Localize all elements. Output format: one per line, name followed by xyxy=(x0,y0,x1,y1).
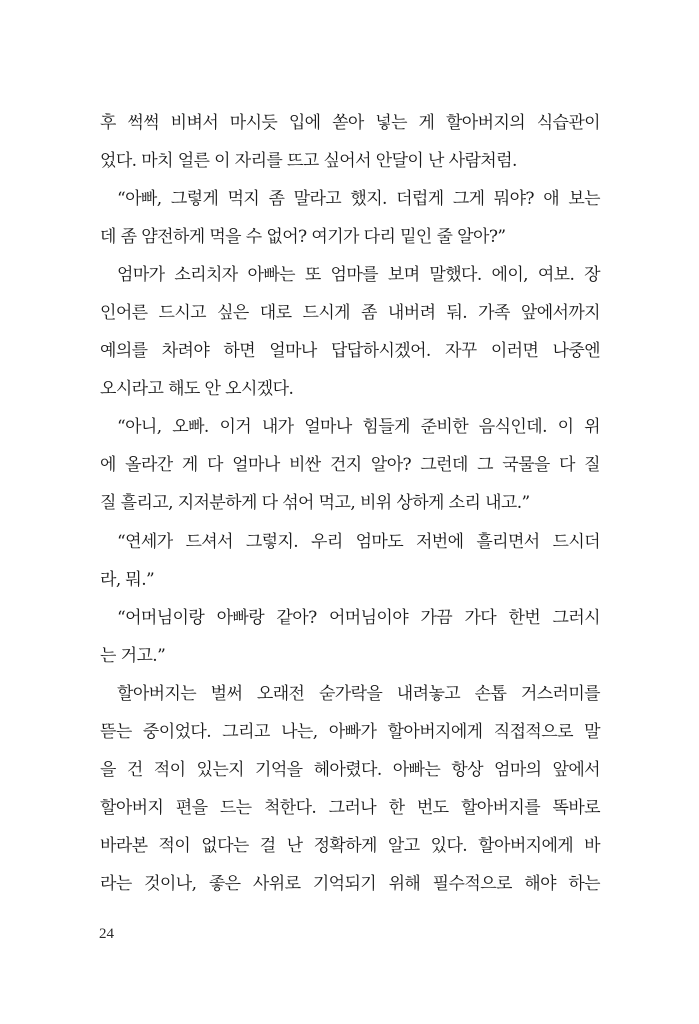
text-line: 라, 뭐.” xyxy=(100,569,155,590)
text-line: 뜯는 중이었다. 그리고 나는, 아빠가 할아버지에게 직접적으로 말 xyxy=(100,721,600,742)
text-line: 바라본 적이 없다는 걸 난 정확하게 알고 있다. 할아버지에게 바 xyxy=(100,835,600,856)
text-line: “어머님이랑 아빠랑 같아? 어머님이야 가끔 가다 한번 그러시 xyxy=(117,607,600,628)
text-line: 데 좀 얌전하게 먹을 수 없어? 여기가 다리 밑인 줄 알아?” xyxy=(100,227,506,248)
text-line: “연세가 드셔서 그렇지. 우리 엄마도 저번에 흘리면서 드시더 xyxy=(117,531,600,552)
text-line: 라는 것이나, 좋은 사위로 기억되기 위해 필수적으로 해야 하는 xyxy=(100,873,600,894)
text-line: 을 건 적이 있는지 기억을 헤아렸다. 아빠는 항상 엄마의 앞에서 xyxy=(100,759,600,780)
text-line: 할아버지 편을 드는 척한다. 그러나 한 번도 할아버지를 똑바로 xyxy=(100,797,600,818)
text-line: “아빠, 그렇게 먹지 좀 말라고 했지. 더럽게 그게 뭐야? 애 보는 xyxy=(117,189,600,210)
text-line: 후 썩썩 비벼서 마시듯 입에 쏟아 넣는 게 할아버지의 식습관이 xyxy=(100,113,600,133)
page-number: 24 xyxy=(99,926,114,942)
text-line: 오시라고 해도 안 오시겠다. xyxy=(100,379,294,400)
text-line: 에 올라간 게 다 얼마나 비싼 건지 알아? 그런데 그 국물을 다 질 xyxy=(100,455,600,476)
text-line: 할아버지는 벌써 오래전 숟가락을 내려놓고 손톱 거스러미를 xyxy=(117,683,600,704)
text-line: 예의를 차려야 하면 얼마나 답답하시겠어. 자꾸 이러면 나중엔 xyxy=(100,341,600,362)
text-line: “아니, 오빠. 이거 내가 얼마나 힘들게 준비한 음식인데. 이 위 xyxy=(117,417,600,438)
text-line: 었다. 마치 얼른 이 자리를 뜨고 싶어서 안달이 난 사람처럼. xyxy=(100,151,517,172)
text-line: 엄마가 소리치자 아빠는 또 엄마를 보며 말했다. 에이, 여보. 장 xyxy=(117,265,600,286)
text-line: 인어른 드시고 싶은 대로 드시게 좀 내버려 둬. 가족 앞에서까지 xyxy=(100,303,600,324)
text-line: 는 거고.” xyxy=(100,645,166,666)
text-line: 질 흘리고, 지저분하게 다 섞어 먹고, 비위 상하게 소리 내고.” xyxy=(100,493,530,514)
body-text xyxy=(100,104,600,903)
